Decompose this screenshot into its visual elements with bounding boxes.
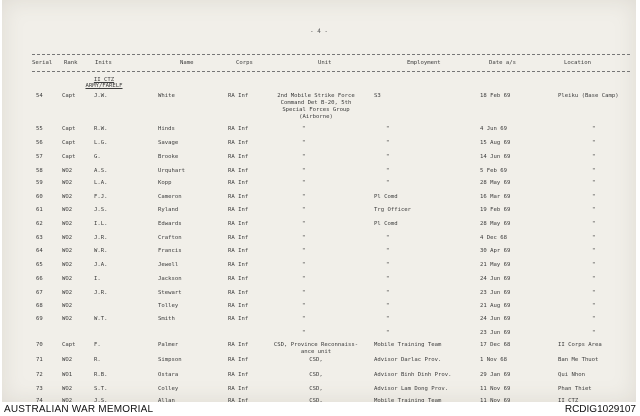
cell-corps: RA Inf	[228, 386, 249, 392]
cell-serial: 60	[36, 194, 43, 200]
cell-name: Brooke	[158, 154, 179, 160]
header-bottom-rule	[32, 71, 630, 72]
cell-date: 28 May 69	[480, 180, 511, 186]
cell-date: 24 Jun 69	[480, 276, 511, 282]
cell-unit: "	[302, 154, 306, 160]
table-row	[2, 194, 636, 204]
cell-corps: RA Inf	[228, 372, 249, 378]
cell-location: "	[592, 303, 596, 309]
cell-employment: "	[386, 330, 390, 336]
section-heading	[80, 77, 128, 89]
cell-rank: WO2	[62, 276, 73, 282]
cell-inits: J.R.	[94, 235, 108, 241]
cell-date: 23 Jun 69	[480, 290, 511, 296]
cell-inits: J.S.	[94, 398, 108, 402]
cell-employment: Trg Officer	[374, 207, 412, 213]
cell-rank: WO2	[62, 316, 73, 322]
cell-location: "	[592, 126, 596, 132]
cell-rank: WO2	[62, 194, 73, 200]
cell-name: Hinds	[158, 126, 175, 132]
cell-rank: Capt	[62, 140, 76, 146]
cell-corps: RA Inf	[228, 262, 249, 268]
cell-location: "	[592, 316, 596, 322]
cell-unit: "	[302, 194, 306, 200]
cell-unit: CSD,	[309, 357, 323, 363]
cell-location: "	[592, 154, 596, 160]
cell-serial: 66	[36, 276, 43, 282]
cell-unit: "	[302, 221, 306, 227]
cell-unit: "	[302, 168, 306, 174]
table-row	[2, 276, 636, 286]
cell-name: Stewart	[158, 290, 182, 296]
cell-serial: 61	[36, 207, 43, 213]
cell-corps: RA Inf	[228, 168, 249, 174]
cell-employment: "	[386, 126, 390, 132]
cell-serial: 67	[36, 290, 43, 296]
header-serial: Serial	[32, 60, 53, 66]
cell-inits: W.T.	[94, 316, 108, 322]
cell-employment: Pl Comd	[374, 194, 398, 200]
cell-serial: 57	[36, 154, 43, 160]
cell-rank: WO2	[62, 168, 73, 174]
cell-date: 16 Mar 69	[480, 194, 511, 200]
cell-inits: R.W.	[94, 126, 108, 132]
footer-credit: AUSTRALIAN WAR MEMORIAL	[4, 404, 154, 415]
cell-rank: Capt	[62, 342, 76, 348]
cell-name: Cameron	[158, 194, 182, 200]
table-row	[2, 342, 636, 355]
cell-employment: Advisor Darlac Prov.	[374, 357, 442, 363]
cell-name: Francis	[158, 248, 182, 254]
cell-date: 30 Apr 69	[480, 248, 511, 254]
footer-bar	[0, 402, 640, 416]
cell-corps: RA Inf	[228, 303, 249, 309]
cell-corps: RA Inf	[228, 93, 249, 99]
cell-name: Savage	[158, 140, 179, 146]
cell-date: 18 Feb 69	[480, 93, 511, 99]
cell-rank: WO1	[62, 372, 73, 378]
cell-unit: "	[302, 290, 306, 296]
table-row	[2, 168, 636, 178]
header-corps: Corps	[236, 60, 253, 66]
cell-corps: RA Inf	[228, 342, 249, 348]
table-row	[2, 262, 636, 272]
cell-unit: "	[302, 330, 306, 336]
cell-unit: "	[302, 235, 306, 241]
cell-inits: I.L.	[94, 221, 108, 227]
cell-inits: A.S.	[94, 168, 108, 174]
header-initials: Inits	[95, 60, 112, 66]
cell-date: 24 Jun 69	[480, 316, 511, 322]
cell-rank: WO2	[62, 290, 73, 296]
cell-employment: "	[386, 276, 390, 282]
table-row	[2, 93, 636, 120]
cell-corps: RA Inf	[228, 316, 249, 322]
cell-employment: Pl Comd	[374, 221, 398, 227]
cell-inits: R.B.	[94, 372, 108, 378]
cell-employment: "	[386, 180, 390, 186]
cell-location: "	[592, 140, 596, 146]
cell-unit: "	[302, 276, 306, 282]
cell-corps: RA Inf	[228, 140, 249, 146]
section-heading-line-2: ARMY/FARELF	[85, 83, 123, 89]
cell-inits: J.A.	[94, 262, 108, 268]
cell-serial: 65	[36, 262, 43, 268]
cell-serial: 74	[36, 398, 43, 402]
cell-rank: WO2	[62, 262, 73, 268]
cell-unit: "	[302, 180, 306, 186]
table-row	[2, 330, 636, 340]
cell-date: 1 Nov 68	[480, 357, 507, 363]
cell-corps: RA Inf	[228, 207, 249, 213]
cell-employment: "	[386, 168, 390, 174]
cell-corps: RA Inf	[228, 235, 249, 241]
table-row	[2, 372, 636, 382]
cell-location: "	[592, 262, 596, 268]
cell-date: 19 Feb 69	[480, 207, 511, 213]
table-row	[2, 290, 636, 300]
cell-name: Kopp	[158, 180, 172, 186]
cell-location: "	[592, 290, 596, 296]
cell-name: Ryland	[158, 207, 179, 213]
cell-unit: "	[302, 248, 306, 254]
cell-location: Ban Me Thuot	[558, 357, 599, 363]
cell-employment: "	[386, 316, 390, 322]
cell-date: 21 Aug 69	[480, 303, 511, 309]
header-name: Name	[180, 60, 194, 66]
document-page	[2, 0, 636, 402]
cell-inits: W.R.	[94, 248, 108, 254]
cell-location: II Corps Area	[558, 342, 602, 348]
cell-employment: "	[386, 290, 390, 296]
table-row	[2, 140, 636, 150]
table-row	[2, 207, 636, 217]
cell-date: 29 Jan 69	[480, 372, 511, 378]
cell-unit: "	[302, 126, 306, 132]
cell-inits: L.A.	[94, 180, 108, 186]
cell-corps: RA Inf	[228, 290, 249, 296]
cell-name: Urquhart	[158, 168, 185, 174]
cell-name: Palmer	[158, 342, 179, 348]
table-row	[2, 248, 636, 258]
cell-inits: S.T.	[94, 386, 108, 392]
cell-corps: RA Inf	[228, 248, 249, 254]
cell-location: Pleiku (Base Camp)	[558, 93, 619, 99]
cell-corps: RA Inf	[228, 180, 249, 186]
cell-rank: WO2	[62, 248, 73, 254]
cell-serial: 55	[36, 126, 43, 132]
cell-unit: CSD,	[309, 372, 323, 378]
cell-serial: 64	[36, 248, 43, 254]
table-row	[2, 154, 636, 164]
cell-date: 14 Jun 69	[480, 154, 511, 160]
cell-name: Crafton	[158, 235, 182, 241]
cell-employment: Mobile Training Team	[374, 342, 442, 348]
cell-serial: 59	[36, 180, 43, 186]
cell-location: "	[592, 235, 596, 241]
header-rank: Rank	[64, 60, 78, 66]
cell-employment: S3	[374, 93, 381, 99]
cell-employment: "	[386, 262, 390, 268]
cell-corps: RA Inf	[228, 194, 249, 200]
cell-employment: Mobile Training Team	[374, 398, 442, 402]
cell-location: "	[592, 330, 596, 336]
cell-employment: Advisor Binh Dinh Prov.	[374, 372, 452, 378]
table-row	[2, 180, 636, 190]
cell-inits: L.G.	[94, 140, 108, 146]
cell-unit: "	[302, 316, 306, 322]
cell-unit: "	[302, 303, 306, 309]
cell-unit: CSD,	[309, 398, 323, 402]
cell-inits: G.	[94, 154, 101, 160]
cell-rank: WO2	[62, 207, 73, 213]
cell-inits: J.S.	[94, 207, 108, 213]
table-row	[2, 316, 636, 326]
cell-employment: "	[386, 140, 390, 146]
cell-inits: F.	[94, 342, 101, 348]
cell-employment: "	[386, 303, 390, 309]
cell-location: "	[592, 207, 596, 213]
cell-unit: 2nd Mobile Strike Force Command Det B-20, 5th Special Forces Group (Airborne)	[277, 93, 355, 120]
page-number: - 4 -	[309, 28, 329, 35]
cell-rank: WO2	[62, 221, 73, 227]
cell-corps: RA Inf	[228, 221, 249, 227]
cell-date: 4 Jun 69	[480, 126, 507, 132]
cell-date: 5 Feb 69	[480, 168, 507, 174]
table-row	[2, 303, 636, 313]
table-row	[2, 126, 636, 136]
cell-corps: RA Inf	[228, 398, 249, 402]
cell-name: White	[158, 93, 175, 99]
header-top-rule	[32, 54, 630, 55]
cell-location: II CTZ	[558, 398, 579, 402]
cell-location: Qui Nhon	[558, 372, 585, 378]
cell-corps: RA Inf	[228, 357, 249, 363]
cell-unit: "	[302, 140, 306, 146]
cell-serial: 62	[36, 221, 43, 227]
cell-inits: R.	[94, 357, 101, 363]
cell-rank: WO2	[62, 303, 73, 309]
cell-serial: 58	[36, 168, 43, 174]
header-location: Location	[564, 60, 591, 66]
cell-inits: I.	[94, 276, 101, 282]
cell-corps: RA Inf	[228, 126, 249, 132]
table-row	[2, 357, 636, 367]
cell-date: 11 Nov 69	[480, 398, 511, 402]
cell-serial: 71	[36, 357, 43, 363]
cell-name: Jewell	[158, 262, 179, 268]
footer-reference: RCDIG1029107	[564, 404, 636, 415]
cell-date: 23 Jun 69	[480, 330, 511, 336]
cell-location: "	[592, 248, 596, 254]
table-row	[2, 235, 636, 245]
cell-serial: 56	[36, 140, 43, 146]
cell-corps: RA Inf	[228, 154, 249, 160]
cell-rank: Capt	[62, 154, 76, 160]
cell-rank: WO2	[62, 235, 73, 241]
header-employment: Employment	[407, 60, 441, 66]
cell-rank: WO2	[62, 398, 73, 402]
cell-employment: "	[386, 248, 390, 254]
cell-serial: 63	[36, 235, 43, 241]
cell-name: Simpson	[158, 357, 182, 363]
cell-rank: WO2	[62, 386, 73, 392]
cell-date: 17 Dec 68	[480, 342, 511, 348]
section-heading-line-1: II CTZ	[93, 77, 115, 83]
cell-name: Edwards	[158, 221, 182, 227]
cell-serial: 54	[36, 93, 43, 99]
cell-inits: J.R.	[94, 290, 108, 296]
cell-serial: 68	[36, 303, 43, 309]
header-date: Date a/s	[489, 60, 516, 66]
cell-inits: J.W.	[94, 93, 108, 99]
header-unit: Unit	[318, 60, 332, 66]
table-row	[2, 221, 636, 231]
cell-serial: 69	[36, 316, 43, 322]
cell-date: 21 May 69	[480, 262, 511, 268]
cell-name: Colley	[158, 386, 179, 392]
cell-unit: CSD,	[309, 386, 323, 392]
cell-date: 28 May 69	[480, 221, 511, 227]
cell-employment: "	[386, 235, 390, 241]
cell-location: Phan Thiet	[558, 386, 592, 392]
cell-location: "	[592, 221, 596, 227]
cell-unit: "	[302, 207, 306, 213]
cell-rank: WO2	[62, 357, 73, 363]
cell-inits: F.J.	[94, 194, 108, 200]
cell-location: "	[592, 180, 596, 186]
cell-location: "	[592, 168, 596, 174]
cell-date: 11 Nov 69	[480, 386, 511, 392]
cell-rank: WO2	[62, 180, 73, 186]
table-header	[2, 60, 636, 69]
cell-date: 15 Aug 69	[480, 140, 511, 146]
cell-date: 4 Dec 68	[480, 235, 507, 241]
cell-location: "	[592, 276, 596, 282]
cell-name: Smith	[158, 316, 175, 322]
table-row	[2, 386, 636, 396]
cell-name: Allan	[158, 398, 175, 402]
cell-name: Tolley	[158, 303, 179, 309]
cell-serial: 73	[36, 386, 43, 392]
cell-serial: 70	[36, 342, 43, 348]
cell-serial: 72	[36, 372, 43, 378]
cell-unit: "	[302, 262, 306, 268]
cell-employment: "	[386, 154, 390, 160]
cell-rank: Capt	[62, 93, 76, 99]
cell-employment: Advisor Lam Dong Prov.	[374, 386, 449, 392]
cell-unit: CSD, Province Reconnaiss-ance unit	[273, 342, 359, 355]
cell-location: "	[592, 194, 596, 200]
cell-rank: Capt	[62, 126, 76, 132]
cell-corps: RA Inf	[228, 276, 249, 282]
cell-name: Ostara	[158, 372, 179, 378]
cell-name: Jackson	[158, 276, 182, 282]
